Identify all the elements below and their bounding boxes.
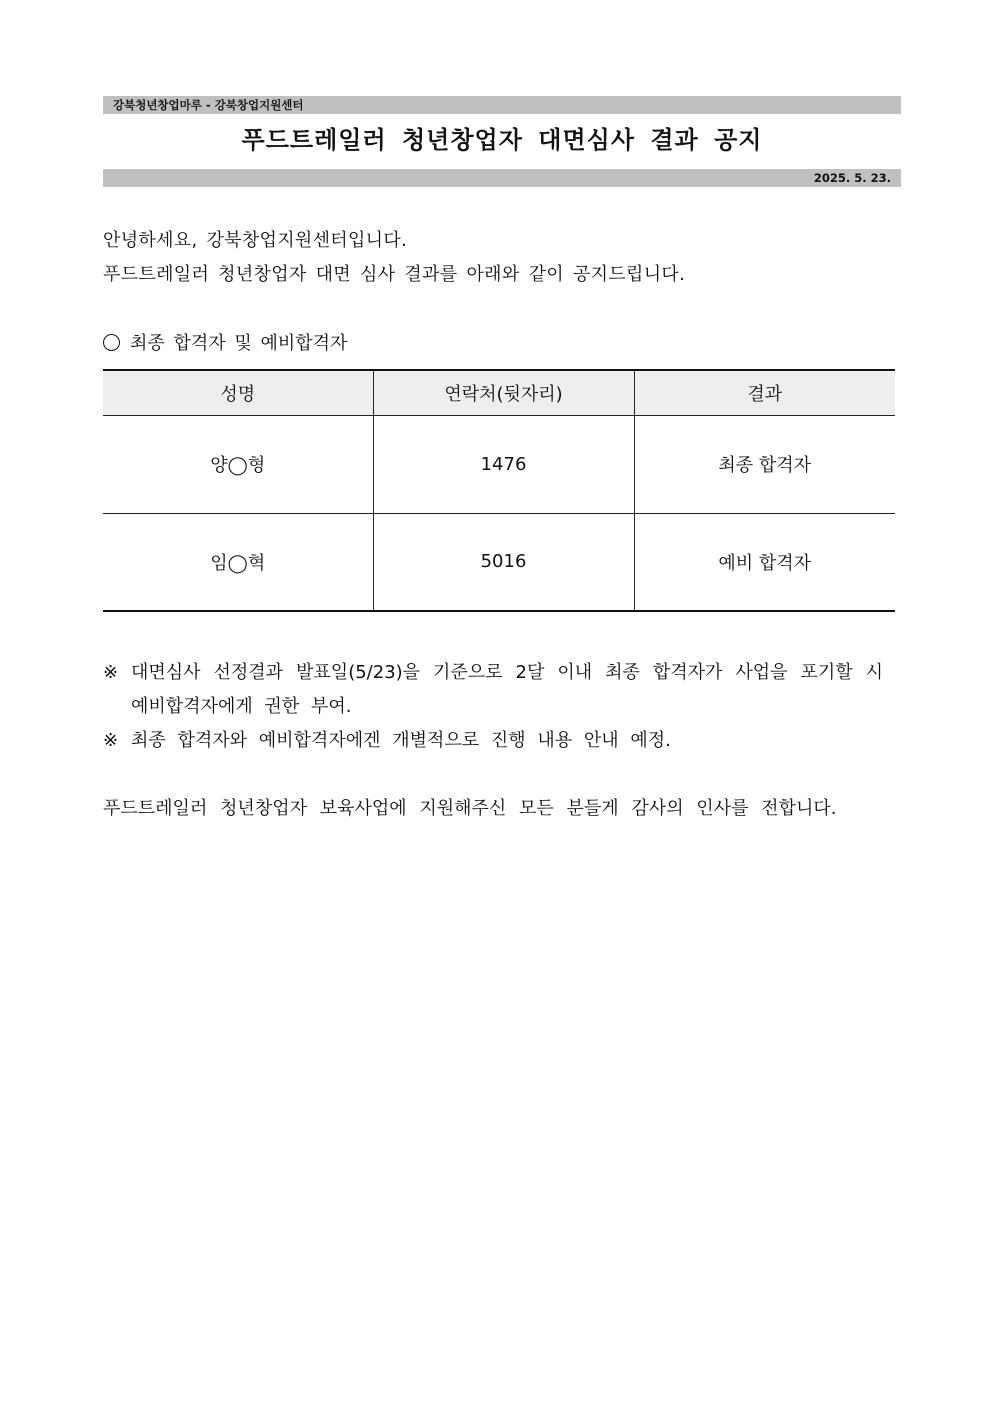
header-org-bar [103, 96, 901, 114]
section-heading-text: 최종 합격자 및 예비합격자 [130, 333, 348, 354]
cell-name: 임◯혁 [103, 513, 373, 611]
note-individual-notice [103, 724, 883, 758]
table-row [103, 415, 895, 513]
table-header-row [103, 370, 895, 415]
closing-remark: 푸드트레일러 청년창업자 보육사업에 지원해주신 모든 분들게 감사의 인사를 전합니다. [103, 798, 837, 819]
table-row [103, 513, 895, 611]
circle-bullet-icon [103, 334, 120, 351]
intro-greeting: 안녕하세요, 강북창업지원센터입니다. [103, 230, 408, 251]
cell-name: 양◯형 [103, 415, 373, 513]
page-title: 푸드트레일러 청년창업자 대면심사 결과 공지 [241, 126, 763, 154]
header-org-text: 강북청년창업마루 - 강북창업지원센터 [113, 98, 304, 112]
date-bar [103, 169, 901, 187]
column-header-name: 성명 [103, 370, 373, 415]
cell-contact: 5016 [373, 513, 634, 611]
cell-contact: 1476 [373, 415, 634, 513]
reference-mark: ※ [103, 662, 119, 683]
intro-announcement: 푸드트레일러 청년창업자 대면 심사 결과를 아래와 같이 공지드립니다. [103, 264, 686, 285]
result-table [103, 369, 895, 612]
notice-date: 2025. 5. 23. [813, 171, 891, 185]
note-selection-period [103, 656, 883, 724]
note-text: 최종 합격자와 예비합격자에겐 개별적으로 진행 내용 안내 예정. [131, 730, 671, 751]
cell-result: 예비 합격자 [634, 513, 895, 611]
reference-mark: ※ [103, 730, 119, 751]
note-text: 대면심사 선정결과 발표일(5/23)을 기준으로 2달 이내 최종 합격자가 사업을 포기할 시 예비합격자에게 권한 부여. [131, 662, 883, 717]
column-header-contact: 연락처(뒷자리) [373, 370, 634, 415]
cell-result: 최종 합격자 [634, 415, 895, 513]
section-heading [103, 327, 347, 361]
column-header-result: 결과 [634, 370, 895, 415]
